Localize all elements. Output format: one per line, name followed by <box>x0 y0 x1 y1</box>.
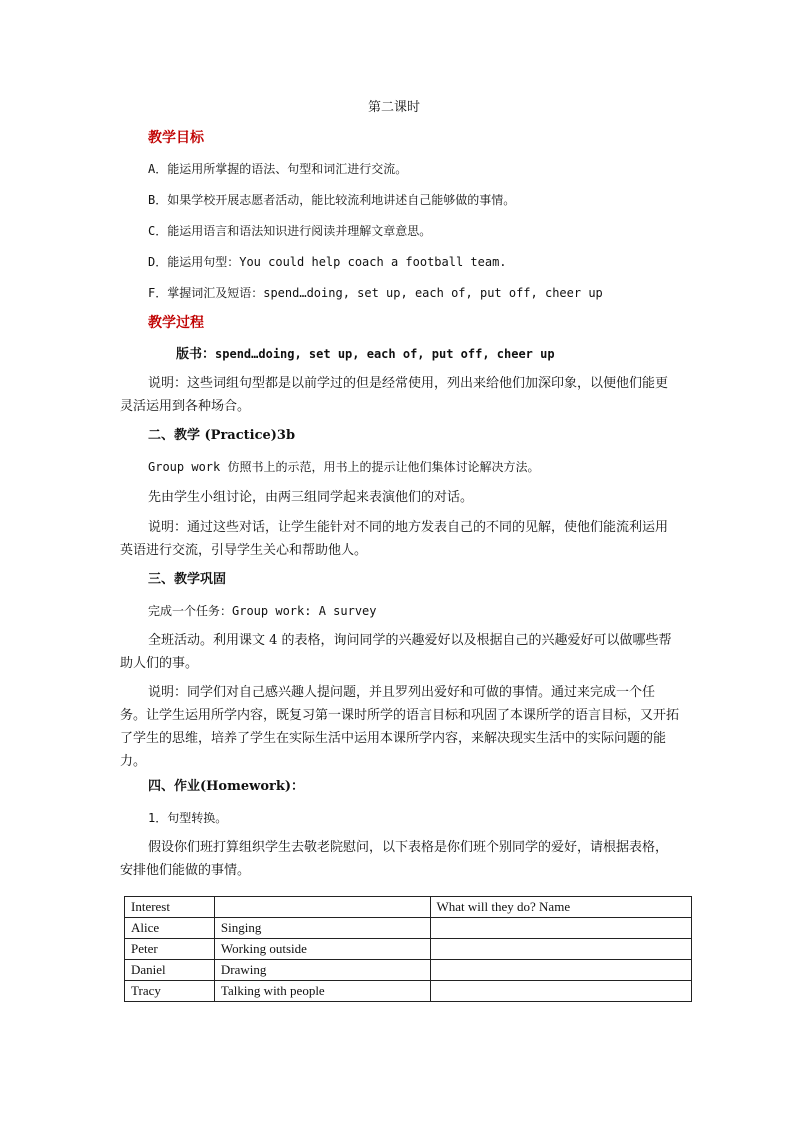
table-row <box>125 960 692 981</box>
note-1: 说明：这些词组句型都是以前学过的但是经常使用，列出来给他们加深印象，以便他们能更灵活运用到各种场合。 <box>120 376 669 414</box>
objective-a: A．能运用所掌握的语法、句型和词汇进行交流。 <box>148 162 408 176</box>
board-line <box>176 346 555 363</box>
table-cell-interest: Drawing <box>214 960 430 981</box>
table-cell-interest: Talking with people <box>214 981 430 1002</box>
objective-f: F．掌握词汇及短语：spend…doing, set up, each of, put off, cheer up <box>148 286 603 300</box>
page-title: 第二课时 <box>368 100 421 115</box>
objectives-heading: 教学目标 <box>148 130 204 146</box>
section-3-line-1: 完成一个任务：Group work: A survey <box>148 604 377 618</box>
table-cell-task <box>430 981 691 1002</box>
table-cell-interest: Singing <box>214 918 430 939</box>
table-cell-task <box>430 939 691 960</box>
table-cell-interest: Working outside <box>214 939 430 960</box>
table-cell-task <box>430 960 691 981</box>
table-header-cell <box>214 897 430 918</box>
homework-item-1: 1．句型转换。 <box>148 811 228 825</box>
process-heading: 教学过程 <box>148 315 204 331</box>
note-2: 说明：通过这些对话，让学生能针对不同的地方发表自己的不同的见解，使他们能流利运用英语进行交流，引导学生关心和帮助他人。 <box>120 520 669 558</box>
section-2-line-1: Group work 仿照书上的示范，用书上的提示让他们集体讨论解决方法。 <box>148 460 540 474</box>
table-cell-name: Alice <box>125 918 215 939</box>
objective-c: C．能运用语言和语法知识进行阅读并理解文章意思。 <box>148 224 432 238</box>
table-row <box>125 939 692 960</box>
section-3-heading: 三、教学巩固 <box>148 572 227 587</box>
section-2-heading: 二、教学 (Practice)3b <box>148 428 296 443</box>
objective-b: B．如果学校开展志愿者活动，能比较流利地讲述自己能够做的事情。 <box>148 193 516 207</box>
table-cell-task <box>430 918 691 939</box>
section-2-line-2: 先由学生小组讨论，由两三组同学起来表演他们的对话。 <box>148 490 474 505</box>
table-header-cell: What will they do? Name <box>430 897 691 918</box>
table-cell-name: Daniel <box>125 960 215 981</box>
board-label: 版书： <box>176 347 216 362</box>
objective-d: D．能运用句型：You could help coach a football team. <box>148 255 507 269</box>
interest-table <box>124 896 692 1002</box>
homework-description: 假设你们班打算组织学生去敬老院慰问，以下表格是你们班个别同学的爱好，请根据表格，安排他们能做的事情。 <box>120 840 669 878</box>
table-header-row <box>125 897 692 918</box>
note-3: 说明：同学们对自己感兴趣人提问题，并且罗列出爱好和可做的事情。通过来完成一个任务。让学生运用所学内容，既复习第一课时所学的语言目标和巩固了本课所学的语言目标，又开拓了学生的思维，培养了学生在实际生活中运用本课所学内容，来解决现实生活中的实际问题的能力。 <box>120 685 680 769</box>
table-row <box>125 981 692 1002</box>
table-cell-name: Tracy <box>125 981 215 1002</box>
table-row <box>125 918 692 939</box>
section-3-line-2: 全班活动。利用课文 4 的表格，询问同学的兴趣爱好以及根据自己的兴趣爱好可以做哪些帮助人们的事。 <box>120 633 672 671</box>
board-text: spend…doing, set up, each of, put off, cheer up <box>215 347 555 361</box>
section-4-heading: 四、作业(Homework)： <box>148 779 305 794</box>
table-cell-name: Peter <box>125 939 215 960</box>
table-header-cell: Interest <box>125 897 215 918</box>
